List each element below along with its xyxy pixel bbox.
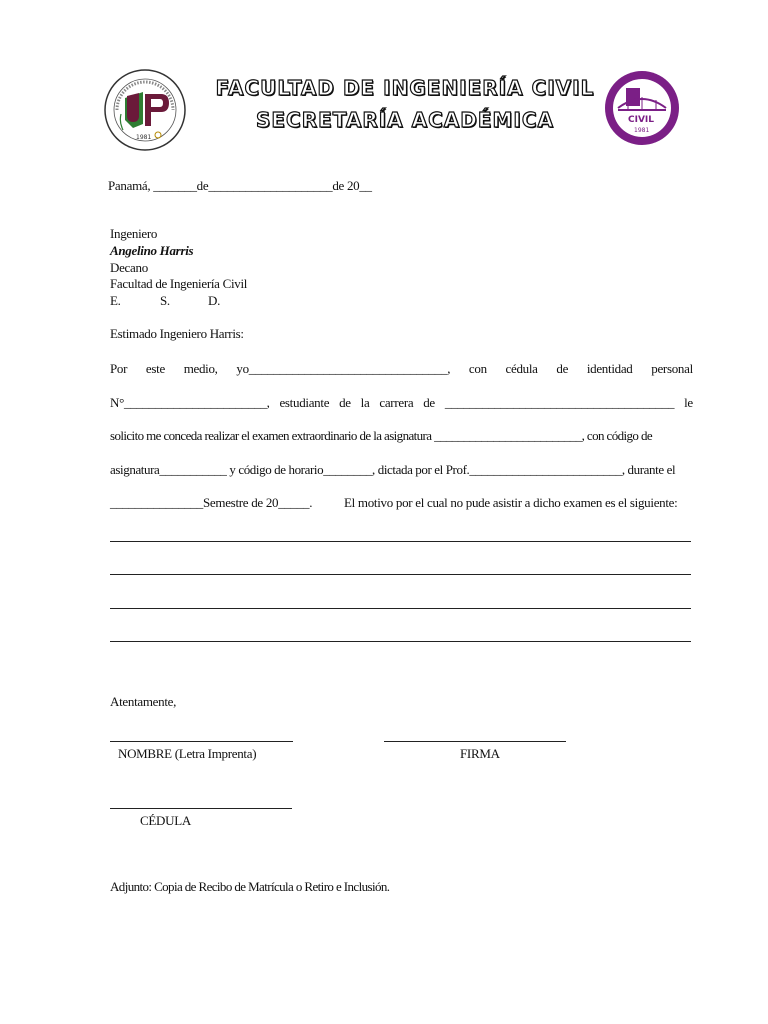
body-line-1: Por este medio, yo________________________________, con cédula de identidad personal: [110, 361, 693, 376]
closing: Atentamente,: [110, 694, 177, 709]
civil-engineering-logo: [604, 70, 680, 146]
recipient-faculty: Facultad de Ingeniería Civil: [110, 276, 248, 291]
reason-line-3: [110, 608, 691, 609]
recipient-position: Decano: [110, 260, 148, 275]
body-line-4: asignatura___________ y código de horario________, dictada por el Prof._________________________, durante el: [110, 462, 676, 477]
attachment-note: Adjunto: Copia de Recibo de Matrícula o Retiro e Inclusión.: [110, 879, 390, 894]
body-line-2: N°_______________________, estudiante de la carrera de _____________________________________ le: [110, 395, 693, 410]
recipient-name: Angelino Harris: [110, 243, 194, 258]
esd-e: E.: [110, 293, 121, 308]
recipient-title: Ingeniero: [110, 226, 158, 241]
cedula-signature-line: [110, 808, 292, 809]
svg-text:CIVIL: CIVIL: [628, 115, 655, 125]
firma-label: FIRMA: [460, 746, 500, 761]
esd-d: D.: [208, 293, 221, 308]
faculty-title: FACULTAD DE INGENIERÍA CIVIL: [215, 76, 595, 100]
esd-s: S.: [160, 293, 170, 308]
svg-text:1981: 1981: [634, 127, 650, 134]
greeting: Estimado Ingeniero Harris:: [110, 326, 244, 341]
reason-line-4: [110, 641, 691, 642]
university-seal-logo: [103, 68, 187, 152]
date-line: Panamá, _______de____________________de 20__: [108, 178, 372, 193]
body-line-3: solicito me conceda realizar el examen extraordinario de la asignatura _________________________, con código de: [110, 428, 653, 443]
name-signature-line: [110, 741, 293, 742]
reason-line-2: [110, 574, 691, 575]
body-line-5b: El motivo por el cual no pude asistir a dicho examen es el siguiente:: [344, 495, 678, 510]
reason-line-1: [110, 541, 691, 542]
cedula-label: CÉDULA: [140, 813, 191, 828]
body-line-5a: _______________Semestre de 20_____.: [110, 495, 313, 510]
name-label: NOMBRE (Letra Imprenta): [118, 746, 257, 761]
svg-text:1981: 1981: [136, 134, 152, 141]
firma-signature-line: [384, 741, 566, 742]
office-title: SECRETARÍA ACADÉMICA: [255, 108, 555, 132]
